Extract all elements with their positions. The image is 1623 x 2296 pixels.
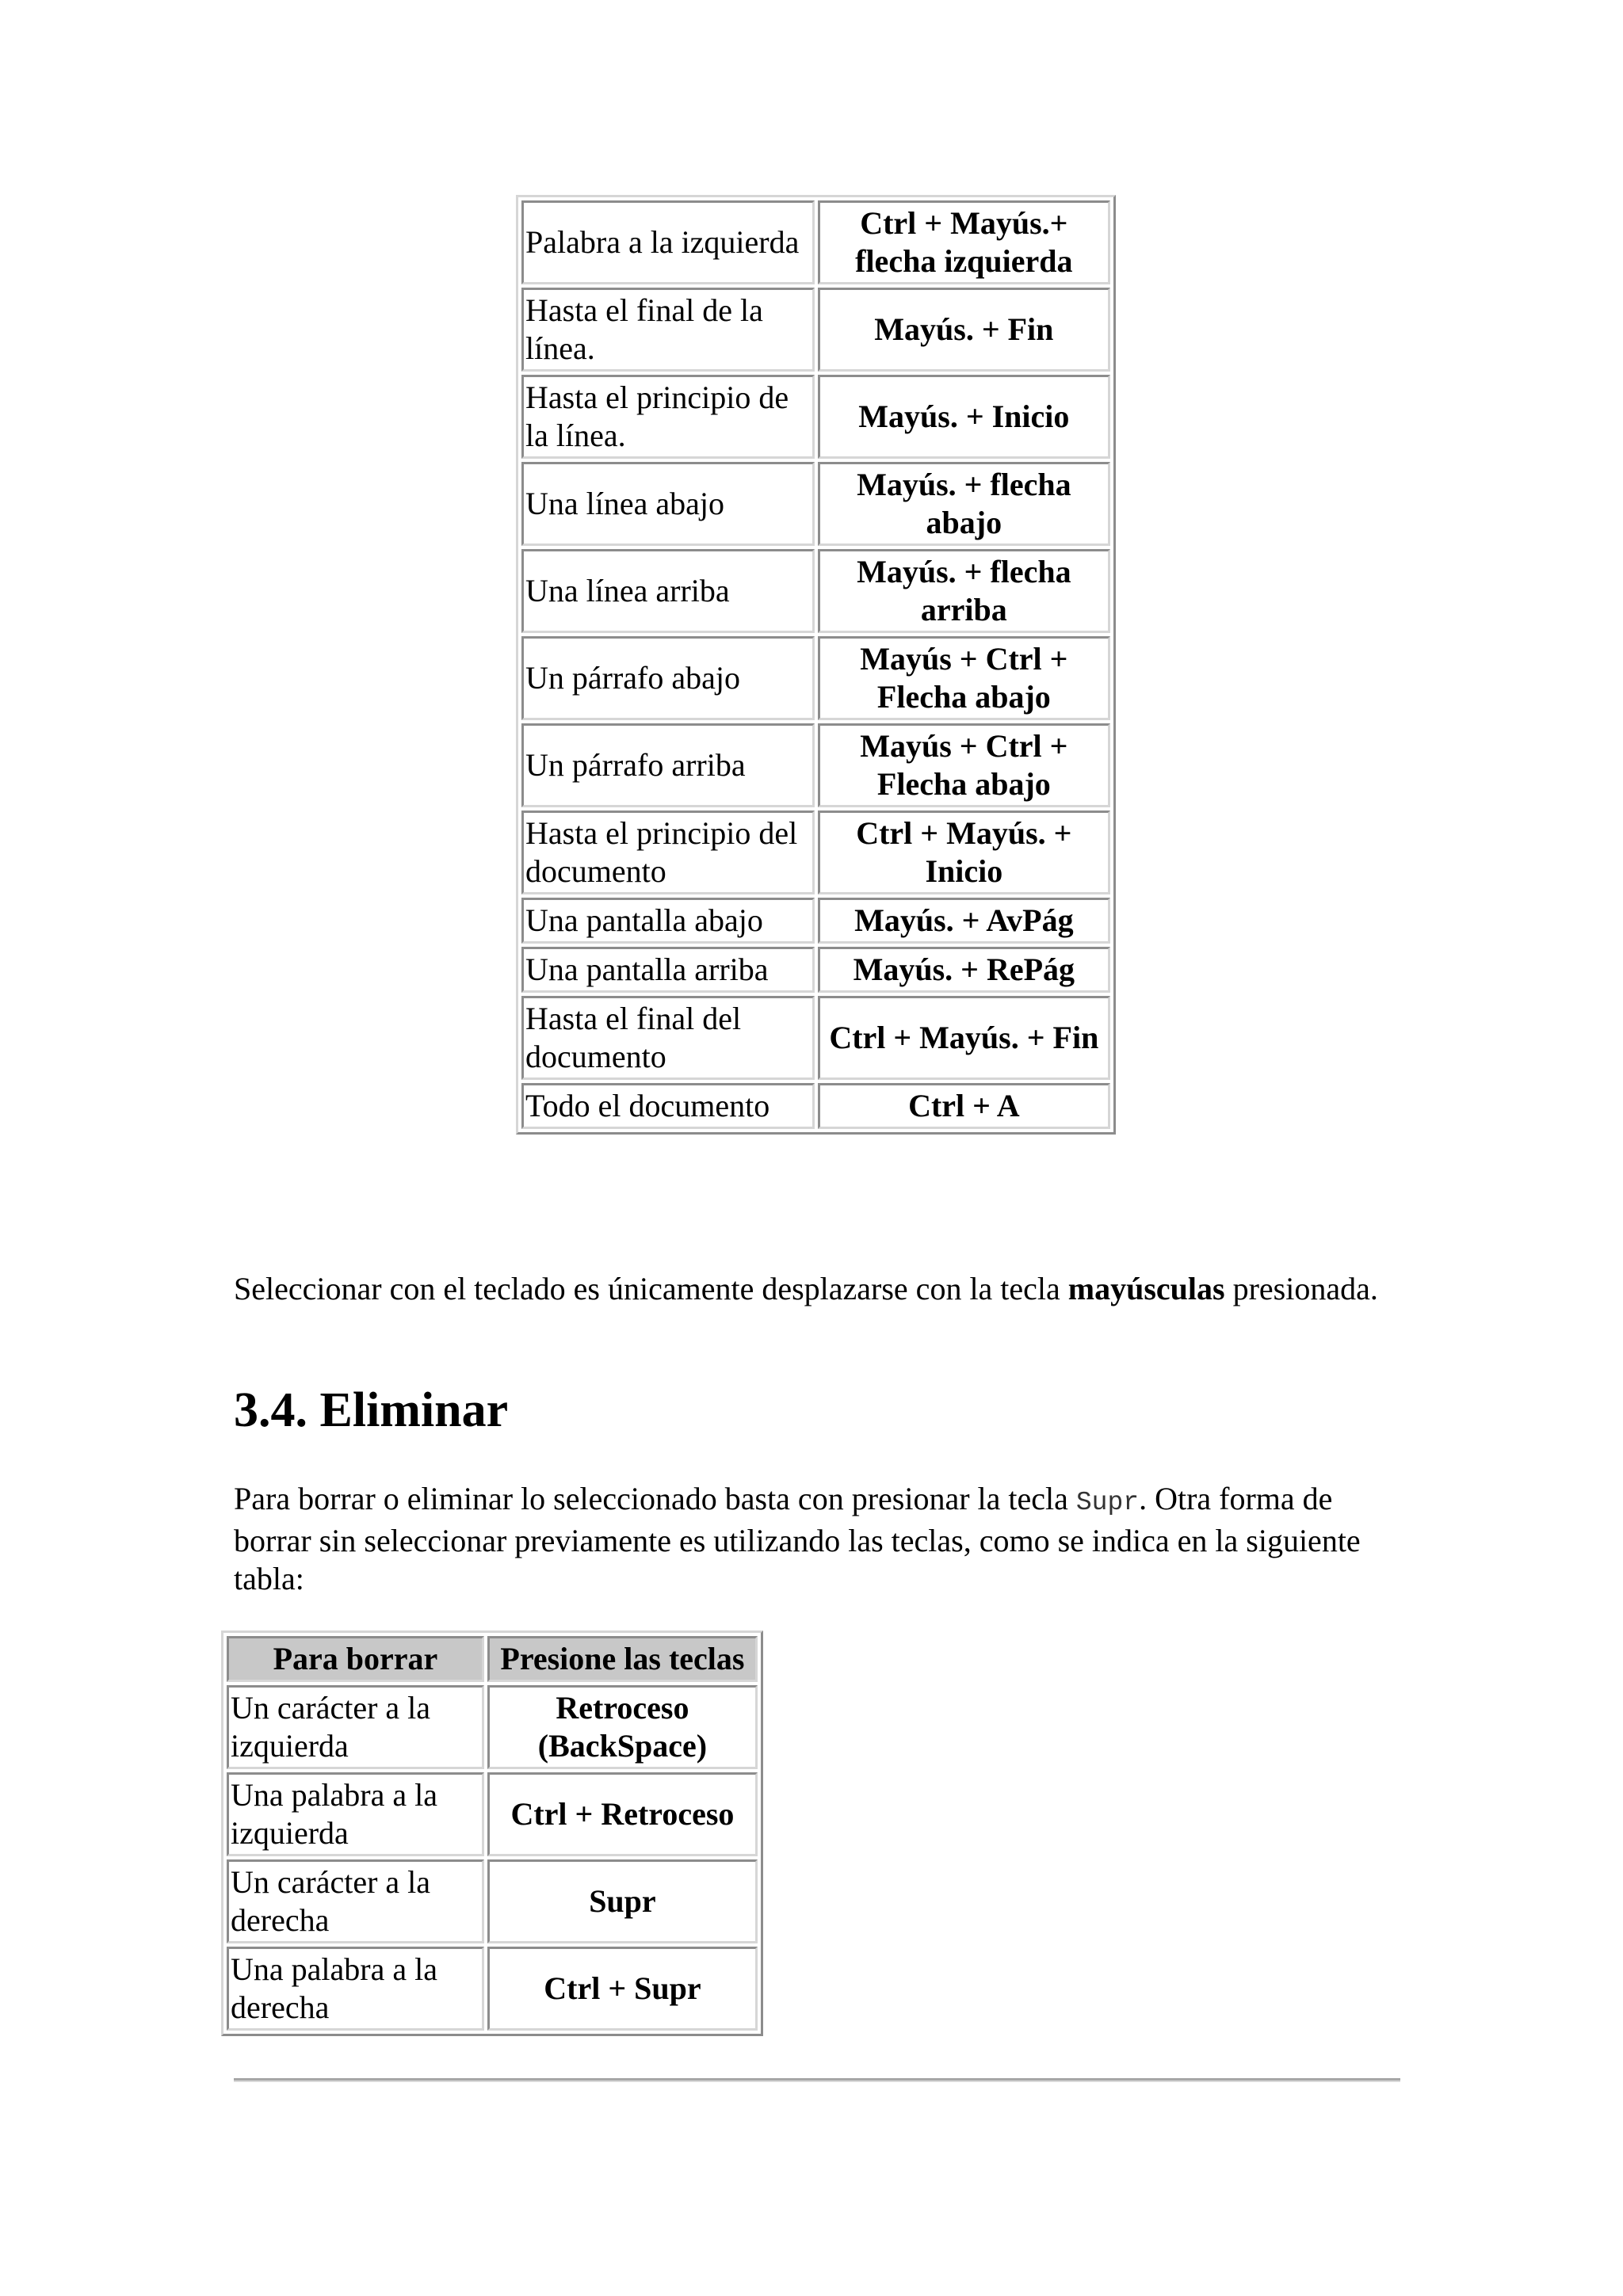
horizontal-rule: [234, 2078, 1400, 2082]
row-keys: Mayús. + flecha abajo: [818, 462, 1110, 546]
select-paragraph-text-end: presionada.: [1224, 1271, 1378, 1306]
delete-paragraph-text-end: . Otra forma de borrar sin seleccionar previamente es utilizando las teclas, como se indica en la siguiente tabla:: [234, 1481, 1361, 1596]
row-description: Hasta el final de la línea.: [521, 288, 815, 372]
table-row: [521, 810, 1110, 894]
table-row: [521, 200, 1110, 284]
select-paragraph-bold: mayúsculas: [1067, 1271, 1225, 1306]
row-description: Palabra a la izquierda: [521, 200, 815, 284]
row-description: Una palabra a la izquierda: [227, 1772, 484, 1856]
table-row: [227, 1859, 758, 1943]
table-row: [521, 288, 1110, 372]
row-keys: Mayús. + AvPág: [818, 898, 1110, 944]
row-description: Un párrafo abajo: [521, 636, 815, 720]
row-description: Una palabra a la derecha: [227, 1947, 484, 2031]
row-keys: Mayús. + flecha arriba: [818, 549, 1110, 633]
row-description: Hasta el principio del documento: [521, 810, 815, 894]
row-description: Hasta el final del documento: [521, 996, 815, 1080]
table-row: [521, 636, 1110, 720]
row-description: Una línea abajo: [521, 462, 815, 546]
row-description: Hasta el principio de la línea.: [521, 375, 815, 459]
row-description: Un carácter a la derecha: [227, 1859, 484, 1943]
row-description: Un carácter a la izquierda: [227, 1685, 484, 1769]
table-row: [521, 723, 1110, 807]
select-paragraph-text: Seleccionar con el teclado es únicamente desplazarse con la tecla: [234, 1271, 1068, 1306]
header-presione-teclas: Presione las teclas: [487, 1636, 758, 1682]
table-row: [521, 462, 1110, 546]
section-heading: 3.4. Eliminar: [234, 1383, 509, 1437]
row-keys: Ctrl + Retroceso: [487, 1772, 758, 1856]
row-keys: Mayús + Ctrl + Flecha abajo: [818, 723, 1110, 807]
row-keys: Mayús. + RePág: [818, 947, 1110, 993]
table-row: [521, 898, 1110, 944]
table-row: [227, 1772, 758, 1856]
table-row: [227, 1947, 758, 2031]
row-description: Todo el documento: [521, 1083, 815, 1129]
row-keys: Ctrl + A: [818, 1083, 1110, 1129]
row-keys: Ctrl + Mayús. + Inicio: [818, 810, 1110, 894]
table-row: [521, 996, 1110, 1080]
row-description: Una pantalla abajo: [521, 898, 815, 944]
row-description: Una pantalla arriba: [521, 947, 815, 993]
row-keys: Ctrl + Supr: [487, 1947, 758, 2031]
row-keys: Mayús. + Inicio: [818, 375, 1110, 459]
table-row: [521, 375, 1110, 459]
select-paragraph: [234, 1270, 1399, 1308]
row-keys: Retroceso (BackSpace): [487, 1685, 758, 1769]
table-row: [521, 549, 1110, 633]
selection-shortcut-table: [516, 195, 1116, 1135]
row-keys: Mayús + Ctrl + Flecha abajo: [818, 636, 1110, 720]
table-row: [521, 947, 1110, 993]
table-header-row: [227, 1636, 758, 1682]
delete-paragraph-text: Para borrar o eliminar lo seleccionado basta con presionar la tecla: [234, 1481, 1076, 1516]
row-description: Una línea arriba: [521, 549, 815, 633]
row-keys: Mayús. + Fin: [818, 288, 1110, 372]
table-row: [521, 1083, 1110, 1129]
supr-key-code: Supr: [1075, 1488, 1140, 1517]
delete-paragraph: [234, 1480, 1399, 1598]
row-keys: Ctrl + Mayús. + Fin: [818, 996, 1110, 1080]
row-keys: Ctrl + Mayús.+ flecha izquierda: [818, 200, 1110, 284]
table-row: [227, 1685, 758, 1769]
row-keys: Supr: [487, 1859, 758, 1943]
row-description: Un párrafo arriba: [521, 723, 815, 807]
header-para-borrar: Para borrar: [227, 1636, 484, 1682]
delete-shortcut-table: [221, 1630, 763, 2036]
